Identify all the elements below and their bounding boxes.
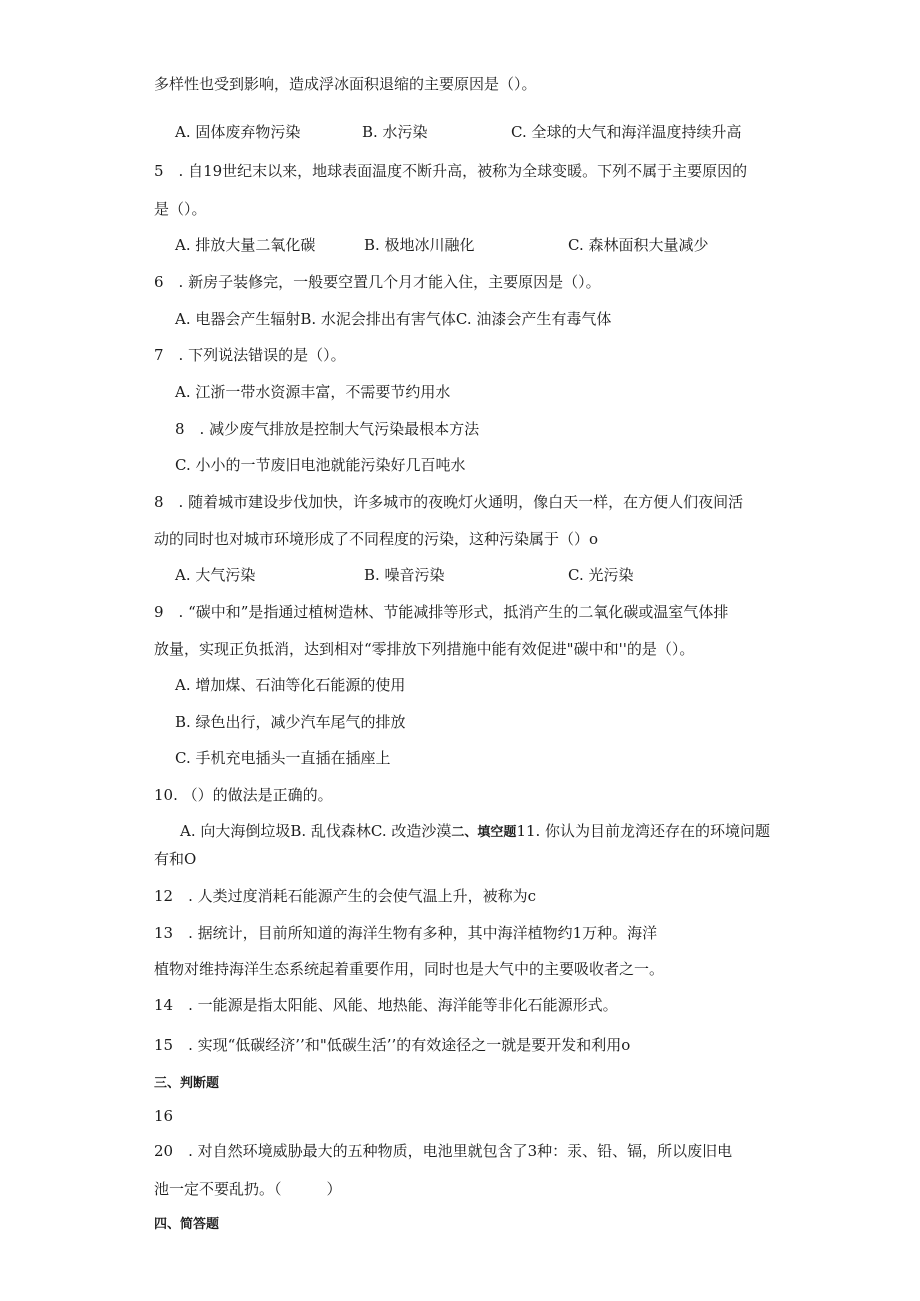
question-number: 16 <box>154 1107 174 1125</box>
question-15: 15 . 实现“低碳经济’’和"低碳生活’’的有效途径之一就是要开发和利用o <box>154 1036 631 1054</box>
option-b: B. 极地冰川融化 <box>364 236 475 254</box>
question-20-line-2: 池一定不要乱扔。（ ） <box>154 1180 342 1198</box>
question-14: 14 . 一能源是指太阳能、风能、地热能、海洋能等非化石能源形式。 <box>154 996 618 1014</box>
question-20-line-1: 20 . 对自然环境威胁最大的五种物质，电池里就包含了3种：汞、铅、镉，所以废旧电 <box>154 1142 733 1160</box>
option-b: B. 绿色出行，减少汽车尾气的排放 <box>175 713 406 731</box>
option-a: A. 江浙一带水资源丰富，不需要节约用水 <box>175 383 451 401</box>
option-c: C. 全球的大气和海洋温度持续升高 <box>511 123 742 141</box>
question-7: 7 . 下列说法错误的是（）。 <box>154 346 346 364</box>
question-text: 多样性也受到影响，造成浮冰面积退缩的主要原因是（）。 <box>154 75 537 93</box>
question-13-line-1: 13 . 据统计，目前所知道的海洋生物有多种，其中海洋植物约1万种。海洋 <box>154 924 658 942</box>
section-heading: 二、填空题 <box>451 825 517 840</box>
question-6-options: A. 电器会产生辐射B. 水泥会排出有害气体C. 油漆会产生有毒气体 <box>175 310 612 328</box>
question-10-option-list: A. 向大海倒垃圾B. 乱伐森林C. 改造沙漠 <box>180 822 452 840</box>
section-heading: 三、判断题 <box>154 1076 220 1091</box>
question-6: 6 . 新房子装修完，一般要空置几个月才能入住，主要原因是（）。 <box>154 273 601 291</box>
question-11-line-1: 11. 你认为目前龙湾还存在的环境问题 <box>516 822 771 840</box>
question-9-line-2: 放量，实现正负抵消，达到相对“零排放下列措施中能有效促进"碳中和''的是（）。 <box>154 640 695 658</box>
option-a: A. 增加煤、石油等化石能源的使用 <box>175 676 406 694</box>
question-12: 12 . 人类过度消耗石能源产生的会使气温上升，被称为c <box>154 887 537 905</box>
question-11-line-2: 有和O <box>154 850 197 868</box>
question-8-line-2: 动的同时也对城市环境形成了不同程度的污染，这种污染属于（）o <box>154 530 599 548</box>
option-c: C. 森林面积大量减少 <box>568 236 709 254</box>
question-13-line-2: 植物对维持海洋生态系统起着重要作用，同时也是大气中的主要吸收者之一。 <box>154 960 665 978</box>
option-c: C. 光污染 <box>568 566 634 584</box>
question-5-line-1: 5 . 自19世纪末以来，地球表面温度不断升高，被称为全球变暖。下列不属于主要原因的 <box>154 162 748 180</box>
question-9-line-1: 9 . “碳中和”是指通过植树造林、节能减排等形式，抵消产生的二氧化碳或温室气体排 <box>154 603 729 621</box>
option-c: C. 手机充电插头一直插在插座上 <box>175 749 391 767</box>
section-heading: 四、简答题 <box>154 1217 220 1232</box>
question-5-line-2: 是（）。 <box>154 200 207 218</box>
option-b: B. 噪音污染 <box>364 566 445 584</box>
option-a: A. 大气污染 <box>175 566 256 584</box>
option-c: C. 小小的一节废旧电池就能污染好几百吨水 <box>175 456 466 474</box>
question-10-options <box>180 822 770 842</box>
option-b: 8 . 减少废气排放是控制大气污染最根本方法 <box>175 420 480 438</box>
option-b: B. 水污染 <box>362 123 428 141</box>
option-a: A. 固体废弃物污染 <box>175 123 301 141</box>
question-8-line-1: 8 . 随着城市建设步伐加快，许多城市的夜晚灯火通明，像白天一样，在方便人们夜间活 <box>154 493 744 511</box>
question-10: 10. （）的做法是正确的。 <box>154 786 333 804</box>
option-a: A. 排放大量二氧化碳 <box>175 236 316 254</box>
